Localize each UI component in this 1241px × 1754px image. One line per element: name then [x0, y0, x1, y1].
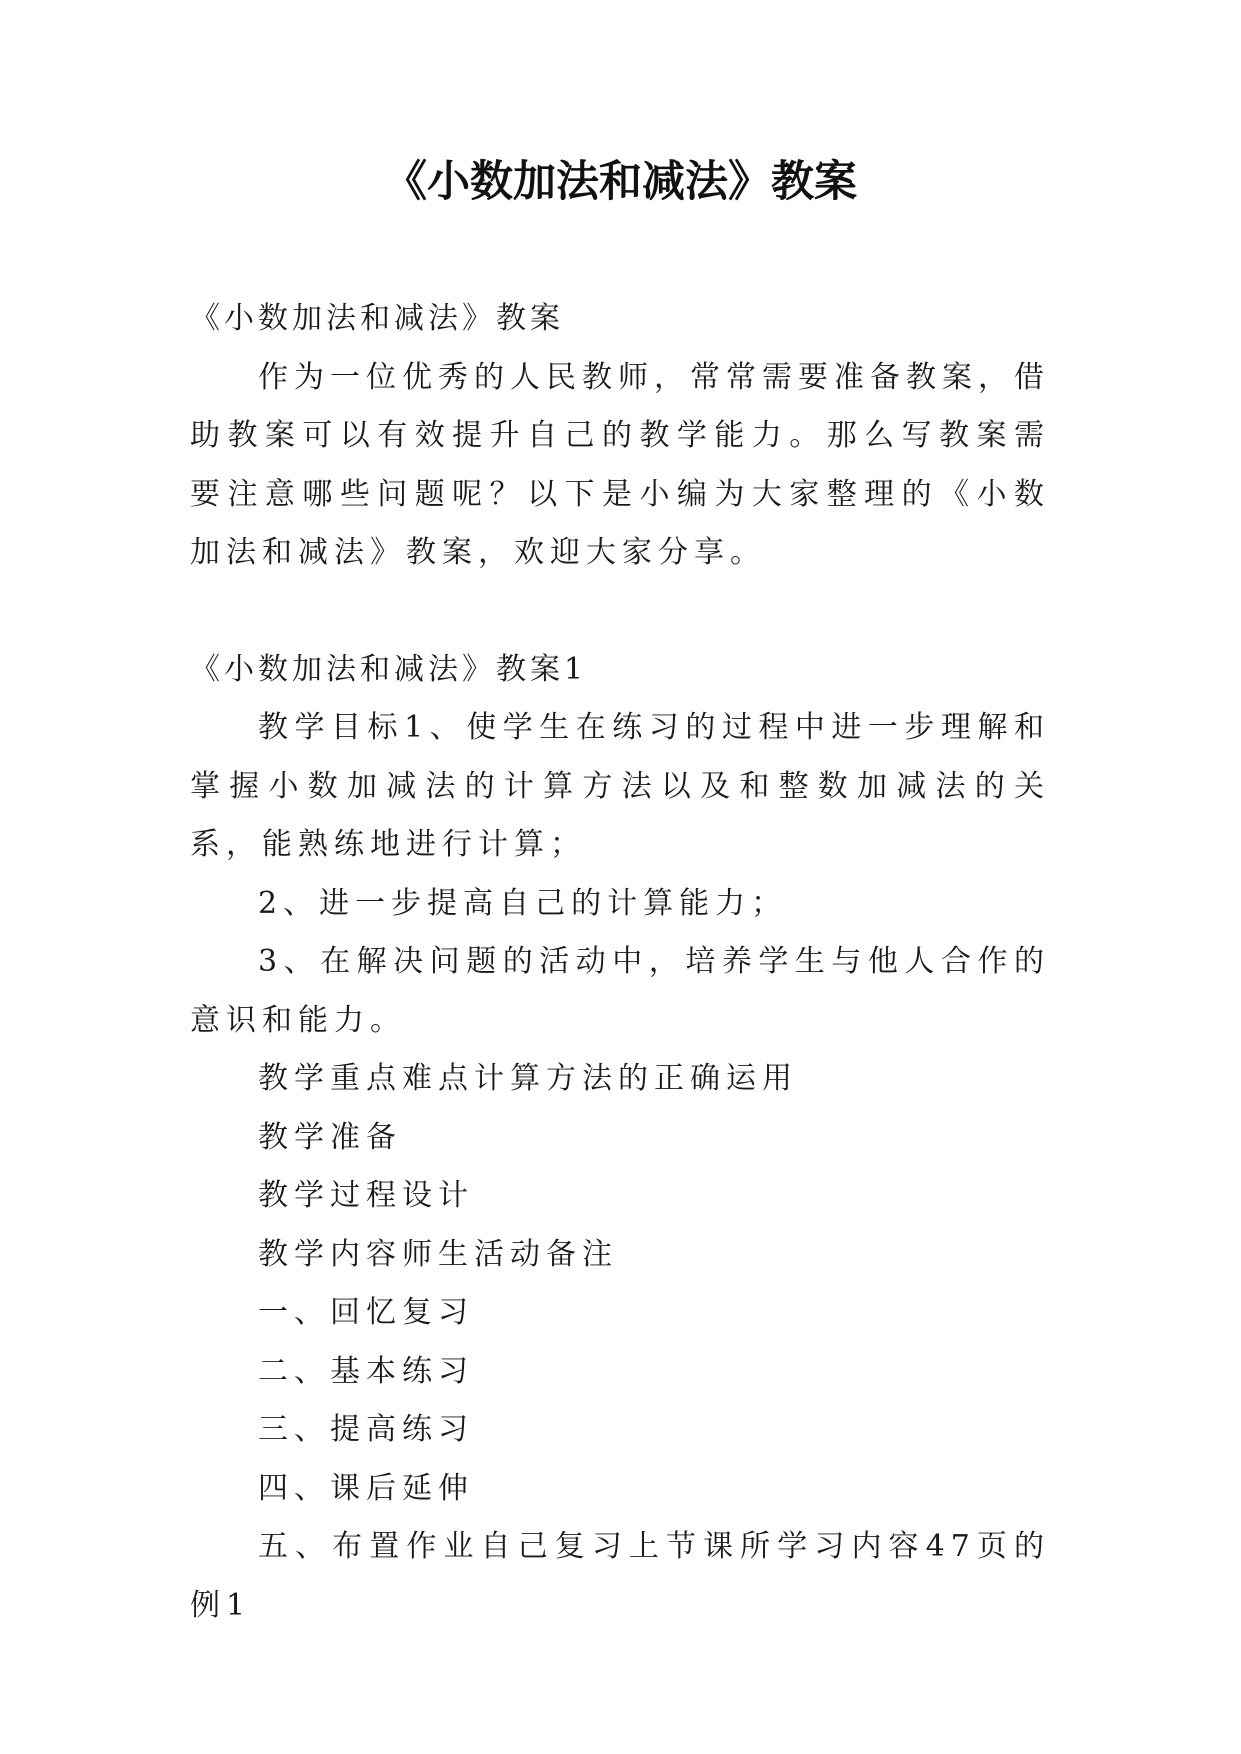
paragraph-process-design: 教学过程设计	[258, 1178, 474, 1213]
paragraph-key-points: 教学重点难点计算方法的正确运用	[258, 1061, 798, 1096]
section1-heading: 《小数加法和减法》教案1	[190, 651, 588, 687]
list-item-homework: 五、布置作业自己复习上节课所学习内容47页的例1	[190, 1529, 1050, 1623]
paragraph-content-notes: 教学内容师生活动备注	[258, 1236, 618, 1272]
list-item-extension: 四、课后延伸	[258, 1470, 474, 1506]
paragraph-preparation: 教学准备	[258, 1119, 402, 1155]
intro-paragraph: 作为一位优秀的人民教师，常常需要准备教案，借助教案可以有效提升自己的教学能力。那么写教案需要注意哪些问题呢？以下是小编为大家整理的《小数加法和减法》教案，欢迎大家分享。	[190, 359, 1050, 570]
list-item-review: 一、回忆复习	[258, 1295, 474, 1330]
paragraph-teaching-goals: 教学目标1、使学生在练习的过程中进一步理解和掌握小数加减法的计算方法以及和整数加减法的关系，能熟练地进行计算；	[190, 710, 1050, 862]
list-item-basic-practice: 二、基本练习	[258, 1353, 474, 1389]
paragraph-goal-2: 2、进一步提高自己的计算能力；	[258, 885, 788, 921]
document-title: 《小数加法和减法》教案	[384, 157, 857, 207]
section-spacer	[190, 583, 1050, 641]
intro-heading: 《小数加法和减法》教案	[190, 301, 564, 336]
document-body	[190, 290, 1050, 1635]
list-item-advanced-practice: 三、提高练习	[258, 1412, 474, 1447]
paragraph-goal-3: 3、在解决问题的活动中，培养学生与他人合作的意识和能力。	[190, 944, 1050, 1038]
